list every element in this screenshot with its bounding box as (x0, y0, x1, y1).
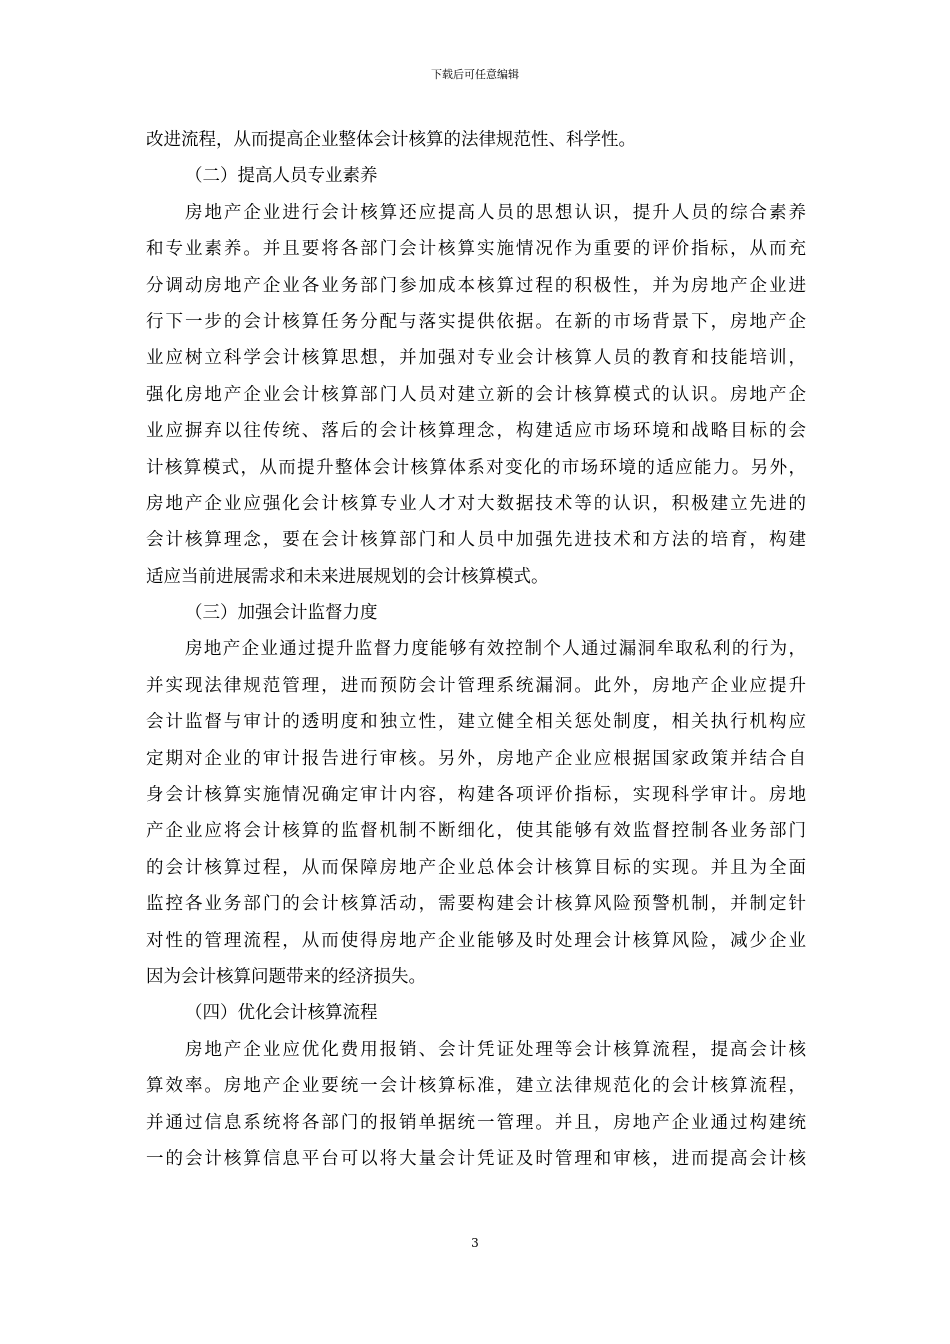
section-heading: （三）加强会计监督力度 (185, 603, 378, 624)
paragraph-line: 强化房地产企业会计核算部门人员对建立新的会计核算模式的认识。房地产企 (146, 384, 806, 405)
page-number: 3 (471, 1236, 479, 1250)
paragraph-line: 房地产企业进行会计核算还应提高人员的思想认识，提升人员的综合素养 (185, 202, 806, 223)
paragraph-line: 适应当前进展需求和未来进展规划的会计核算模式。 (146, 566, 549, 587)
paragraph-line: 房地产企业通过提升监督力度能够有效控制个人通过漏洞牟取私利的行为， (185, 639, 806, 660)
paragraph-line: 房地产企业应强化会计核算专业人才对大数据技术等的认识，积极建立先进的 (146, 493, 806, 514)
paragraph-line: 和专业素养。并且要将各部门会计核算实施情况作为重要的评价指标，从而充 (146, 239, 806, 260)
paragraph-line: 监控各业务部门的会计核算活动，需要构建会计核算风险预警机制，并制定针 (146, 894, 806, 915)
paragraph-line: 一的会计核算信息平台可以将大量会计凭证及时管理和审核，进而提高会计核 (146, 1148, 806, 1169)
section-heading: （二）提高人员专业素养 (185, 166, 378, 187)
paragraph-line: 产企业应将会计核算的监督机制不断细化，使其能够有效监督控制各业务部门 (146, 821, 806, 842)
paragraph-line: 因为会计核算问题带来的经济损失。 (146, 966, 426, 987)
paragraph-line: 会计监督与审计的透明度和独立性，建立健全相关惩处制度，相关执行机构应 (146, 712, 806, 733)
paragraph-line: 并实现法律规范管理，进而预防会计管理系统漏洞。此外，房地产企业应提升 (146, 675, 806, 696)
paragraph-line: 对性的管理流程，从而使得房地产企业能够及时处理会计核算风险，减少企业 (146, 930, 806, 951)
paragraph-line: 房地产企业应优化费用报销、会计凭证处理等会计核算流程，提高会计核 (185, 1039, 806, 1060)
paragraph-line: 的会计核算过程，从而保障房地产企业总体会计核算目标的实现。并且为全面 (146, 857, 806, 878)
page-header: 下载后可任意编辑 (431, 68, 519, 81)
paragraph-line: 计核算模式，从而提升整体会计核算体系对变化的市场环境的适应能力。另外， (146, 457, 806, 478)
document-body (146, 122, 806, 1177)
paragraph-line: 分调动房地产企业各业务部门参加成本核算过程的积极性，并为房地产企业进 (146, 275, 806, 296)
paragraph-line: 算效率。房地产企业要统一会计核算标准，建立法律规范化的会计核算流程， (146, 1076, 806, 1097)
section-heading: （四）优化会计核算流程 (185, 1003, 378, 1024)
paragraph-line: 业应树立科学会计核算思想，并加强对专业会计核算人员的教育和技能培训， (146, 348, 806, 369)
paragraph-line: 身会计核算实施情况确定审计内容，构建各项评价指标，实现科学审计。房地 (146, 785, 806, 806)
paragraph-line: 定期对企业的审计报告进行审核。另外，房地产企业应根据国家政策并结合自 (146, 748, 806, 769)
paragraph-line: 并通过信息系统将各部门的报销单据统一管理。并且，房地产企业通过构建统 (146, 1112, 806, 1133)
paragraph-line: 业应摒弃以往传统、落后的会计核算理念，构建适应市场环境和战略目标的会 (146, 421, 806, 442)
paragraph-line: 改进流程，从而提高企业整体会计核算的法律规范性、科学性。 (146, 130, 636, 150)
paragraph-line: 会计核算理念，要在会计核算部门和人员中加强先进技术和方法的培育，构建 (146, 530, 806, 551)
paragraph-line: 行下一步的会计核算任务分配与落实提供依据。在新的市场背景下，房地产企 (146, 311, 806, 332)
